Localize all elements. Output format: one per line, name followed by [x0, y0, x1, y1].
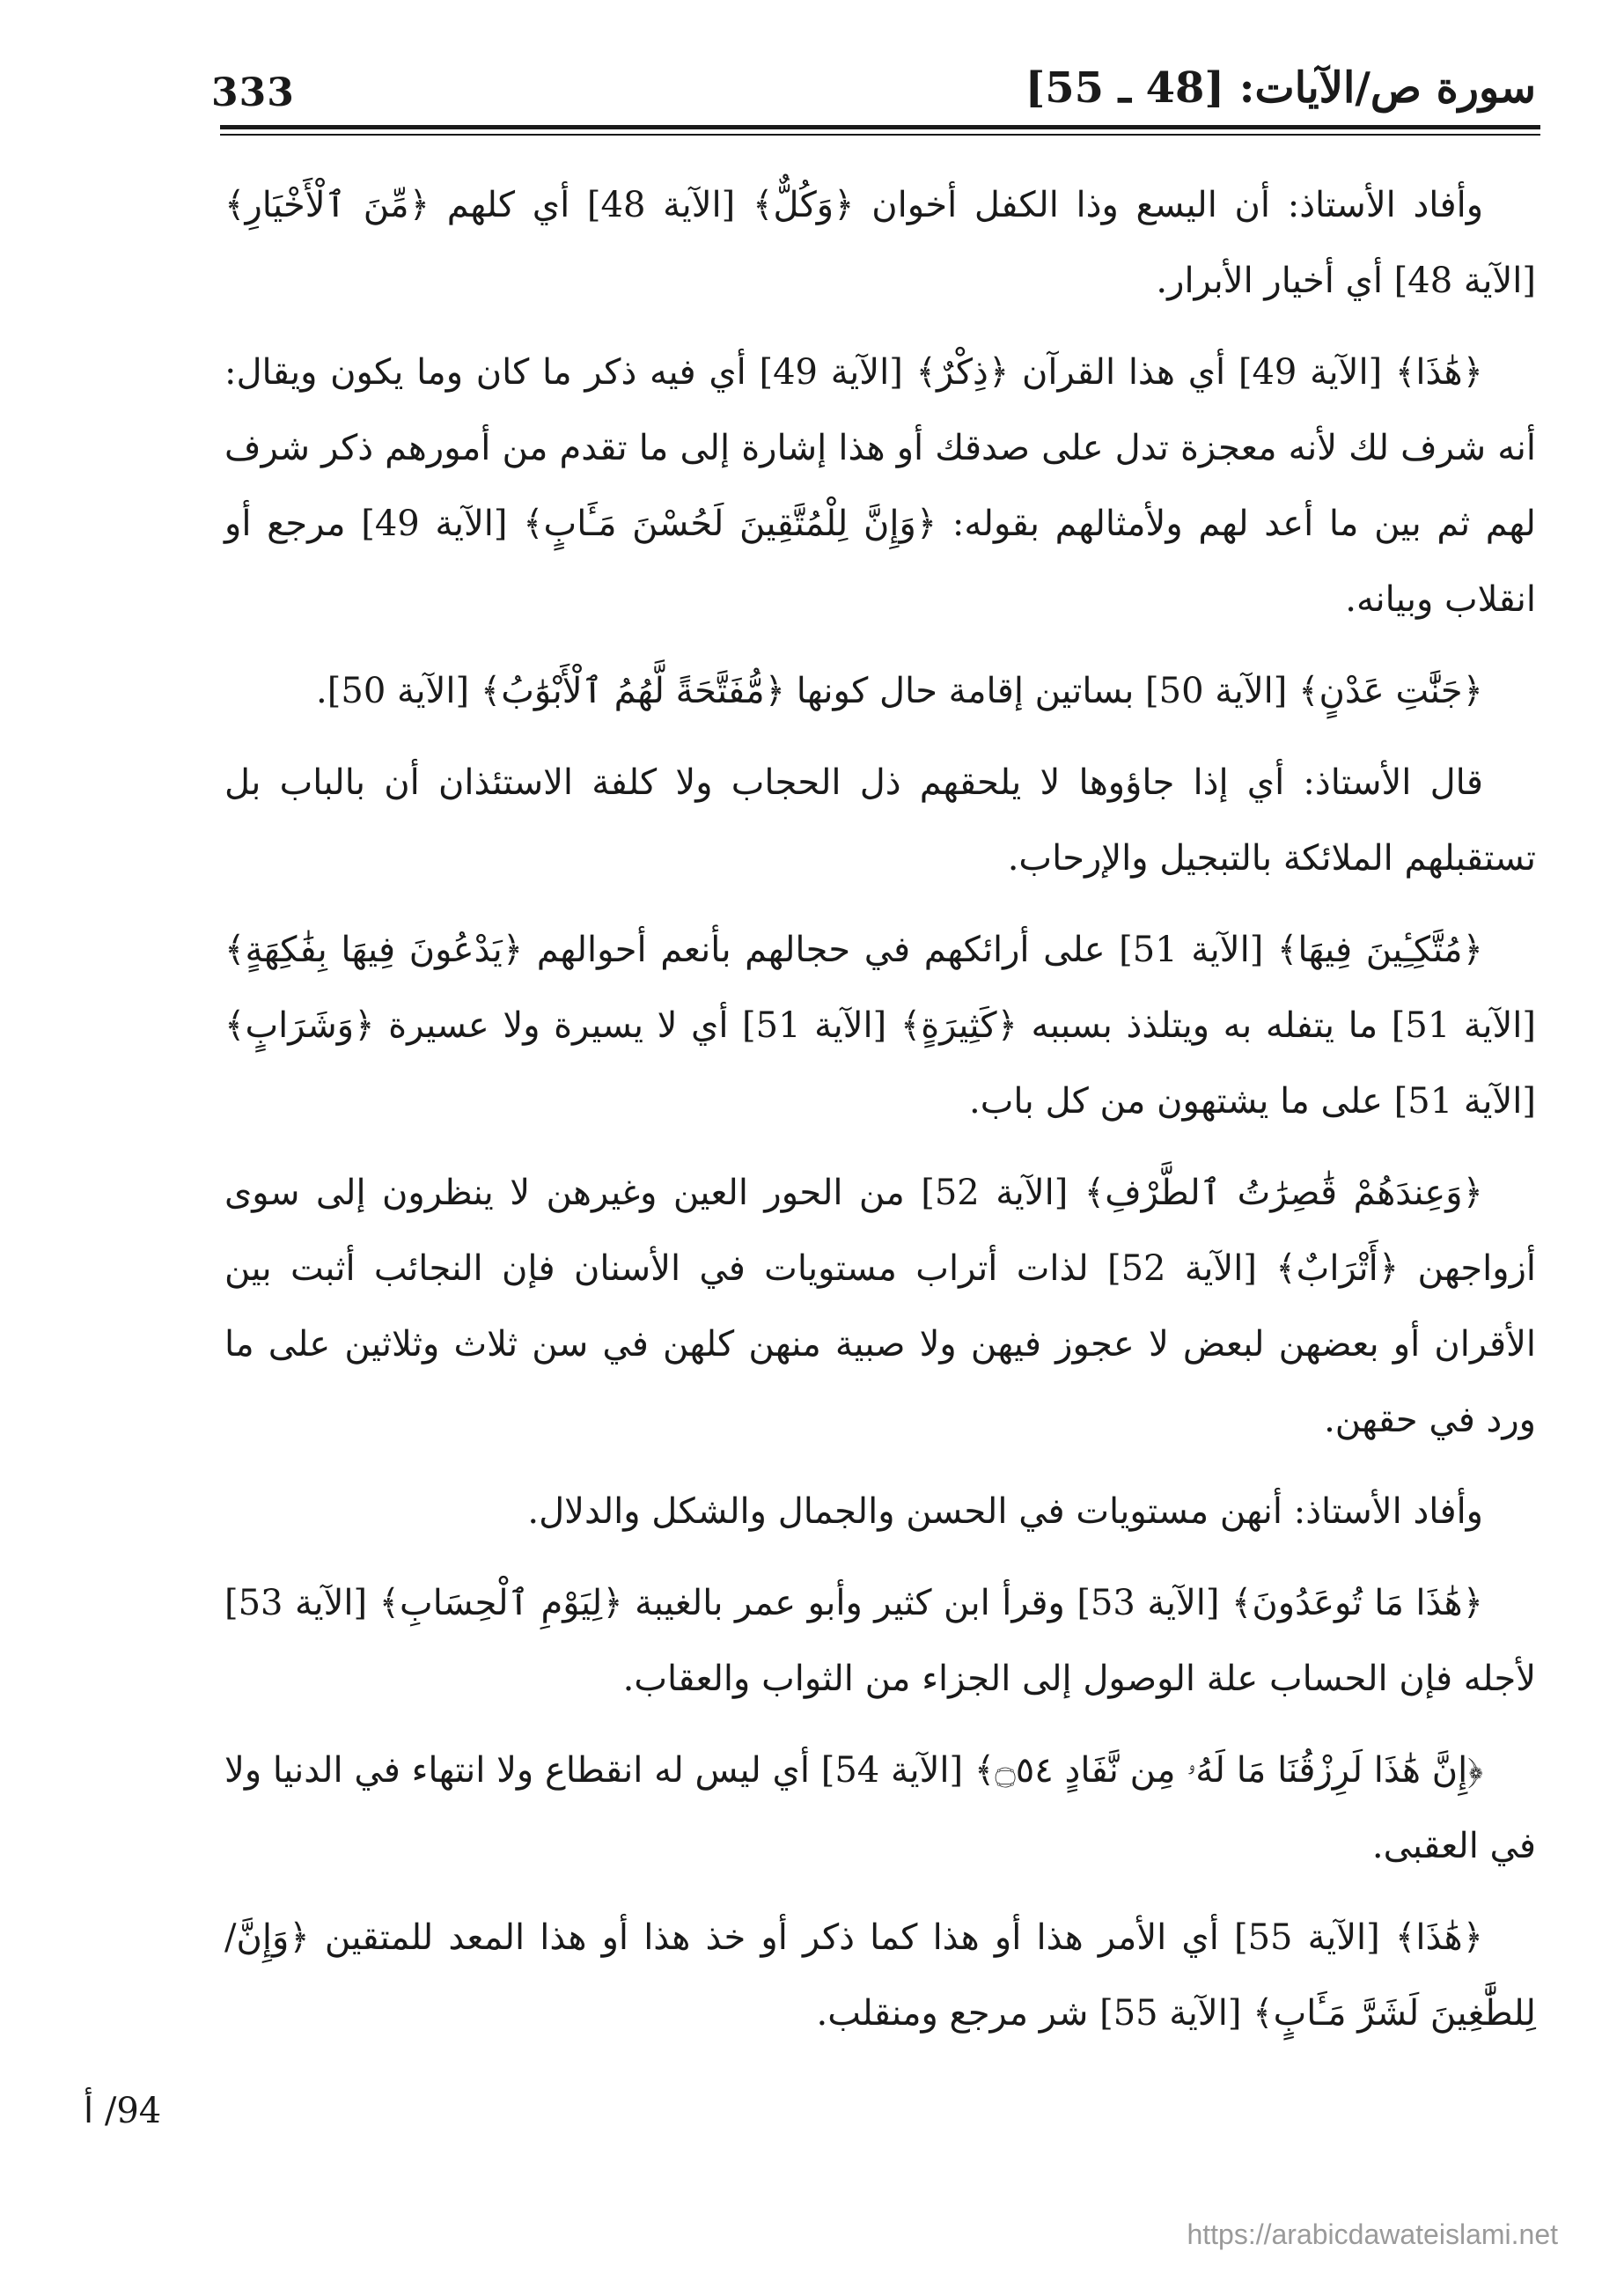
header-rule-thick [220, 125, 1540, 129]
manuscript-folio-note: 94/ أ [84, 2091, 162, 2131]
body-text [224, 167, 1536, 2067]
paragraph-2: ﴿هَٰذَا﴾ [الآية 49] أي هذا القرآن ﴿ذِكْرٌ﴾ [الآية 49] أي فيه ذكر ما كان وما يكون ويقال: أنه شرف لك لأنه معجزة تدل على صدقك أو هذا إشارة إلى ما تقدم من أمورهم ذكر شرف لهم ثم بين ما أعد لهم ولأمثالهم بقوله: ﴿وَإِنَّ لِلْمُتَّقِينَ لَحُسْنَ مَـَٔابٍ﴾ [الآية 49] مرجع أو انقلاب وبيانه. [224, 352, 1536, 620]
header-rule-thin [220, 134, 1540, 136]
paragraph-4: قال الأستاذ: أي إذا جاؤوها لا يلحقهم ذل الحجاب ولا كلفة الاستئذان أن بالباب بل تستقبلهم الملائكة بالتبجيل والإرحاب. [224, 762, 1536, 879]
page-header [0, 0, 1624, 150]
paragraph-7: وأفاد الأستاذ: أنهن مستويات في الحسن والجمال والشكل والدلال. [527, 1491, 1483, 1532]
paragraph-6: ﴿وَعِندَهُمْ قَٰصِرَٰتُ ٱلطَّرْفِ﴾ [الآية 52] من الحور العين وغيرهن لا ينظرون إلى سوى أزواجهن ﴿أَتْرَابٌ﴾ [الآية 52] لذات أتراب مستويات في الأسنان فإن النجائب أثبت بين الأقران أو بعضهن لبعض لا عجوز فيهن ولا صبية منهن كلهن في سن ثلاث وثلاثين على ما ورد في حقهن. [224, 1173, 1536, 1440]
paragraph-10: ﴿هَٰذَا﴾ [الآية 55] أي الأمر هذا أو هذا كما ذكر أو خذ هذا أو هذا المعد للمتقين ﴿وَإِنَّ/ لِلطَّٰغِينَ لَشَرَّ مَـَٔابٍ﴾ [الآية 55] شر مرجع ومنقلب. [224, 1917, 1536, 2034]
watermark-url: https://arabicdawateislami.net [1187, 2218, 1558, 2250]
page-number: 333 [211, 70, 295, 115]
paragraph-5: ﴿مُتَّكِـِٔينَ فِيهَا﴾ [الآية 51] على أرائكهم في حجالهم بأنعم أحوالهم ﴿يَدْعُونَ فِيهَا بِفَٰكِهَةٍ﴾ [الآية 51] ما يتفله به ويتلذذ بسببه ﴿كَثِيرَةٍ﴾ [الآية 51] أي لا يسيرة ولا عسيرة ﴿وَشَرَابٍ﴾ [الآية 51] على ما يشتهون من كل باب. [224, 930, 1536, 1122]
paragraph-3: ﴿جَنَّٰتِ عَدْنٍ﴾ [الآية 50] بساتين إقامة حال كونها ﴿مُّفَتَّحَةً لَّهُمُ ٱلْأَبْوَٰبُ﴾ [الآية 50]. [316, 671, 1483, 711]
paragraph-8: ﴿هَٰذَا مَا تُوعَدُونَ﴾ [الآية 53] وقرأ ابن كثير وأبو عمر بالغيبة ﴿لِيَوْمِ ٱلْحِسَابِ﴾ [الآية 53] لأجله فإن الحساب علة الوصول إلى الجزاء من الثواب والعقاب. [224, 1583, 1536, 1699]
running-title: سورة ص/الآيات: [48 ـ 55] [1025, 63, 1536, 113]
paragraph-1: وأفاد الأستاذ: أن اليسع وذا الكفل أخوان ﴿وَكُلٌّ﴾ [الآية 48] أي كلهم ﴿مِّنَ ٱلْأَخْيَارِ﴾ [الآية 48] أي أخيار الأبرار. [224, 185, 1536, 301]
paragraph-9: ﴿إِنَّ هَٰذَا لَرِزْقُنَا مَا لَهُۥ مِن نَّفَادٍ ۝٥٤﴾ [الآية 54] أي ليس له انقطاع ولا انتهاء في الدنيا ولا في العقبى. [224, 1750, 1536, 1866]
